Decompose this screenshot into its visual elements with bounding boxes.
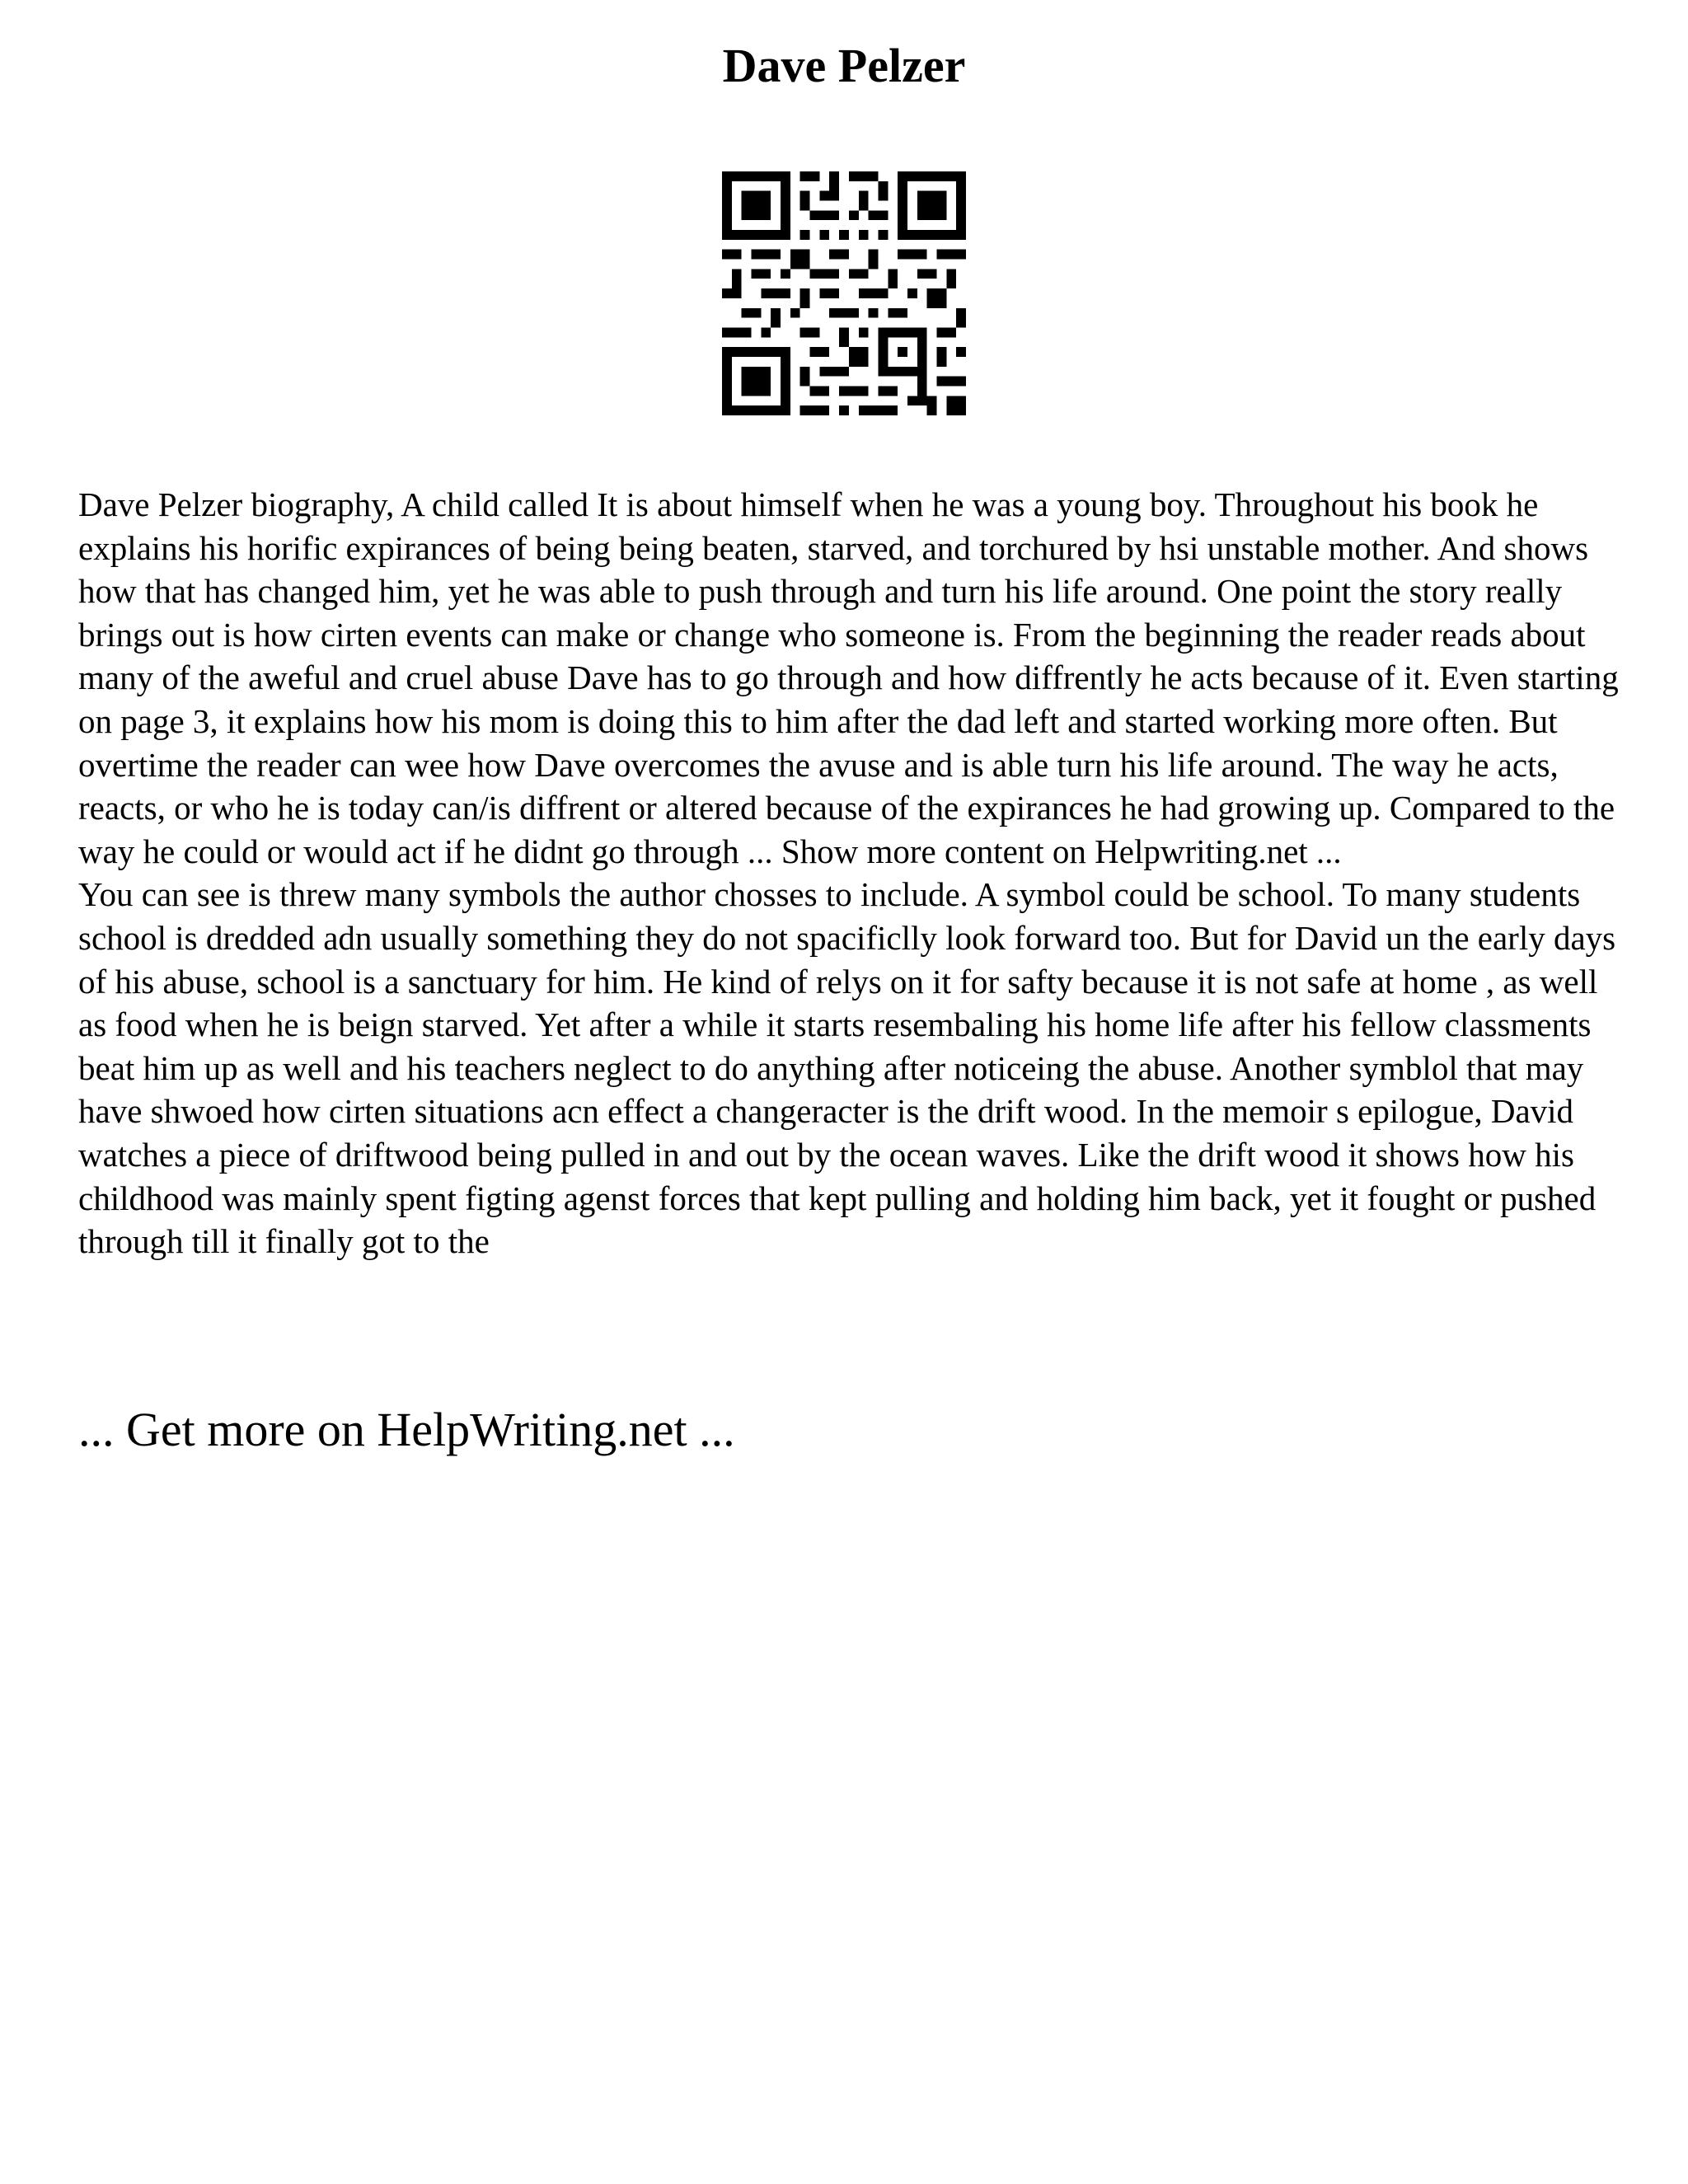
article-body (78, 483, 1628, 1263)
get-more-link[interactable]: ... Get more on HelpWriting.net ... (78, 1403, 735, 1456)
paragraph-1: Dave Pelzer biography, A child called It is about himself when he was a young boy. Throughout his book he explains his horific expirances of being being beaten, starved, and torchured by hsi unstable mother. And shows how that has changed him, yet he was able to push through and turn his life around. One point the story really brings out is how cirten events can make or change who someone is. From the beginning the reader reads about many of the aweful and cruel abuse Dave has to go through and how diffrently he acts because of it. Even starting on page 3, it explains how his mom is doing this to him after the dad left and started working more often. But overtime the reader can wee how Dave overcomes the avuse and is able turn his life around. The way he acts, reacts, or who he is today can/is diffrent or altered because of the expirances he had growing up. Compared to the way he could or would act if he didnt go through ... Show more content on Helpwriting.net ... (78, 485, 1619, 870)
qr-code-icon (722, 171, 966, 415)
paragraph-2: You can see is threw many symbols the author chosses to include. A symbol could be school. To many students school is dredded adn usually something they do not spacificlly look forward too. But for David un the early days of his abuse, school is a sanctuary for him. He kind of relys on it for safty because it is not safe at home , as well as food when he is beign starved. Yet after a while it starts resembaling his home life after his fellow classments beat him up as well and his teachers neglect to do anything after noticeing the abuse. Another symblol that may have shwoed how cirten situations acn effect a changeracter is the drift wood. In the memoir s epilogue, David watches a piece of driftwood being pulled in and out by the ocean waves. Like the drift wood it shows how his childhood was mainly spent figting agenst forces that kept pulling and holding him back, yet it fought or pushed through till it finally got to the (78, 875, 1616, 1261)
page-title: Dave Pelzer (722, 39, 966, 92)
